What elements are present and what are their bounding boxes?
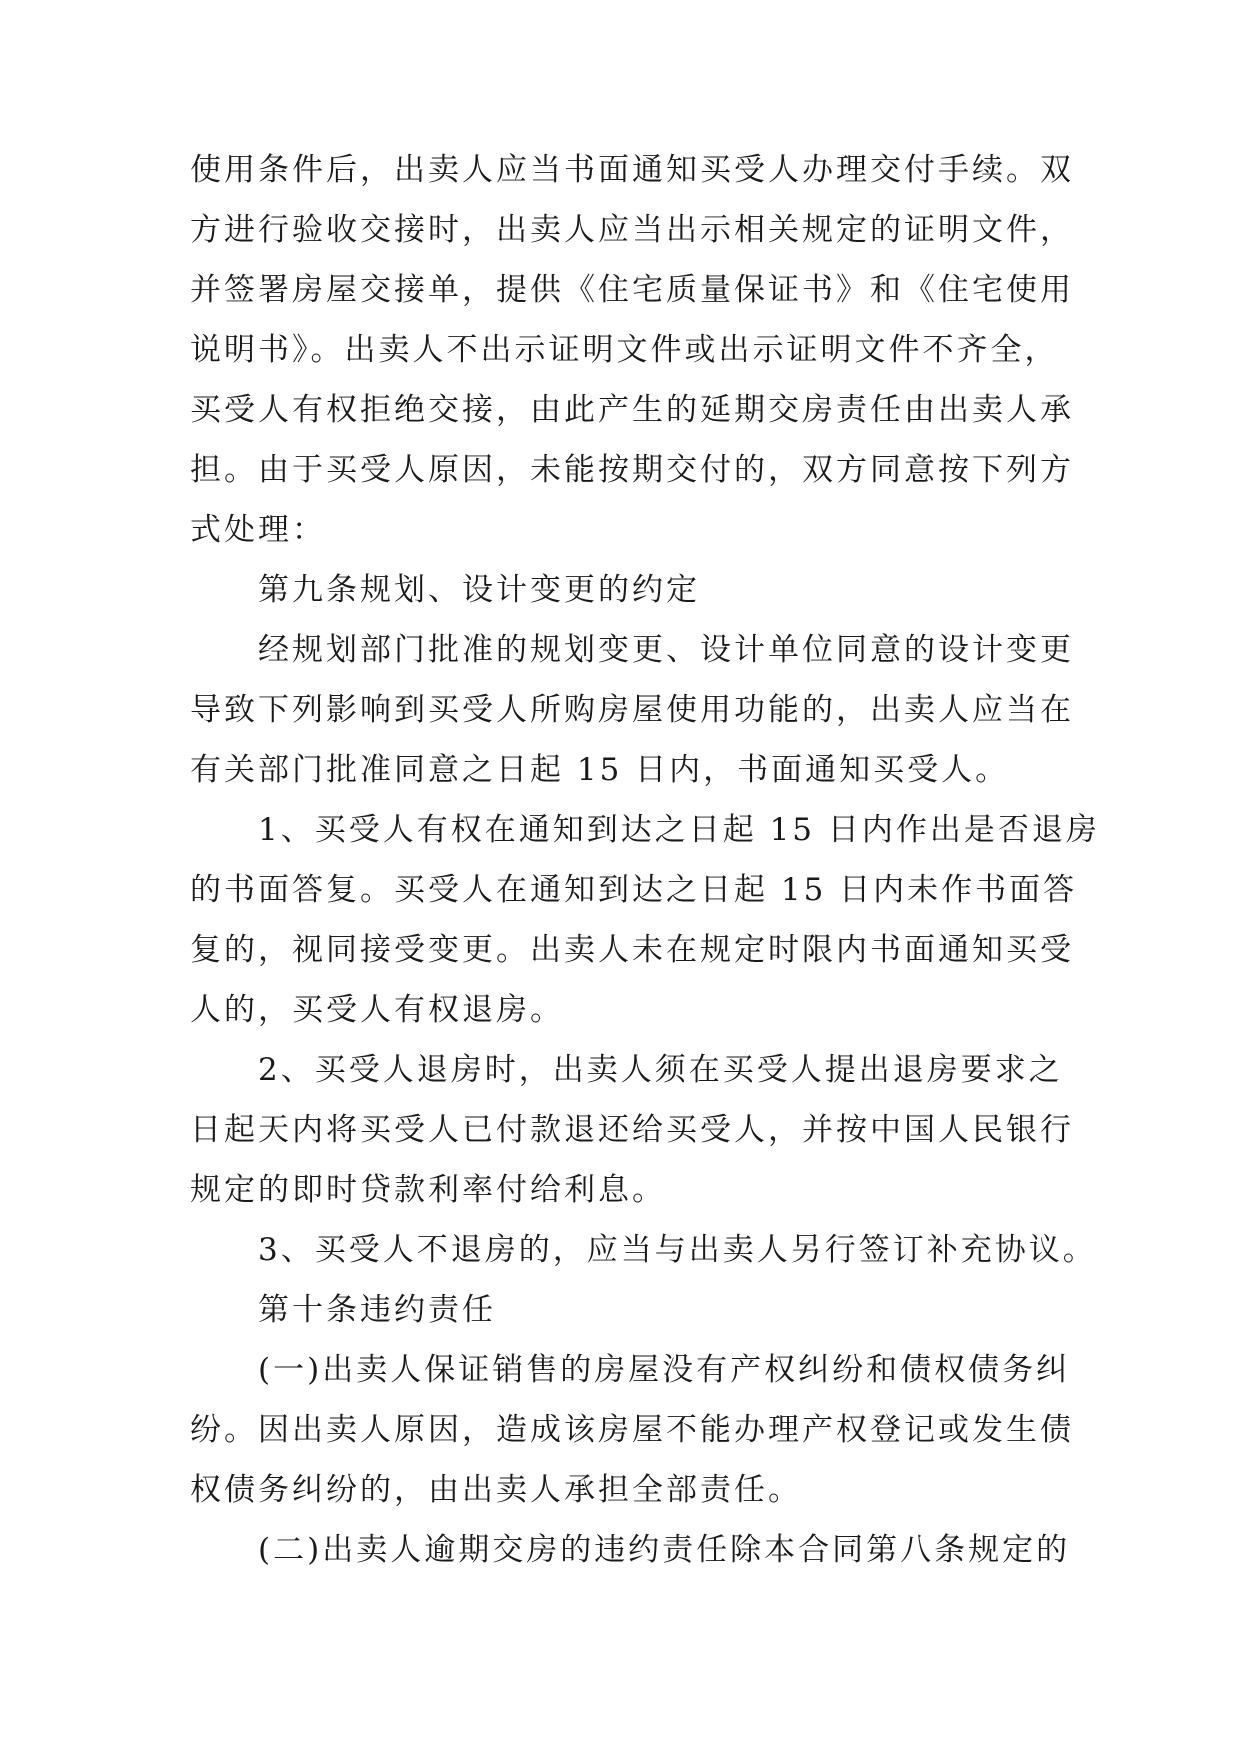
text-line: 式处理： bbox=[190, 512, 326, 548]
text-line: 导致下列影响到买受人所购房屋使用功能的，出卖人应当在 bbox=[190, 692, 1074, 728]
text-line: 使用条件后，出卖人应当书面通知买受人办理交付手续。双 bbox=[190, 152, 1074, 188]
text-line: 经规划部门批准的规划变更、设计单位同意的设计变更 bbox=[258, 632, 1074, 668]
text-line: 说明书》。出卖人不出示证明文件或出示证明文件不齐全， bbox=[190, 332, 1059, 368]
text-line: 方进行验收交接时，出卖人应当出示相关规定的证明文件， bbox=[190, 212, 1074, 248]
text-line: (一)出卖人保证销售的房屋没有产权纠纷和债权债务纠 bbox=[258, 1352, 1071, 1388]
text-line: 有关部门批准同意之日起 15 日内，书面通知买受人。 bbox=[190, 752, 1010, 788]
text-line: 纷。因出卖人原因，造成该房屋不能办理产权登记或发生债 bbox=[190, 1412, 1074, 1448]
text-line: (二)出卖人逾期交房的违约责任除本合同第八条规定的 bbox=[258, 1532, 1071, 1568]
text-line: 担。由于买受人原因，未能按期交付的，双方同意按下列方 bbox=[190, 452, 1074, 488]
text-line: 规定的即时贷款利率付给利息。 bbox=[190, 1172, 666, 1208]
section-heading: 第九条规划、设计变更的约定 bbox=[258, 572, 700, 608]
text-line: 权债务纠纷的，由出卖人承担全部责任。 bbox=[190, 1472, 802, 1508]
text-line: 1、买受人有权在通知到达之日起 15 日内作出是否退房 bbox=[258, 812, 1100, 848]
text-line: 人的，买受人有权退房。 bbox=[190, 992, 564, 1028]
text-line: 并签署房屋交接单，提供《住宅质量保证书》和《住宅使用 bbox=[190, 272, 1074, 308]
section-heading: 第十条违约责任 bbox=[258, 1292, 496, 1328]
text-line: 日起天内将买受人已付款退还给买受人，并按中国人民银行 bbox=[190, 1112, 1074, 1148]
text-line: 复的，视同接受变更。出卖人未在规定时限内书面通知买受 bbox=[190, 932, 1074, 968]
text-line: 3、买受人不退房的，应当与出卖人另行签订补充协议。 bbox=[258, 1232, 1097, 1268]
text-line: 的书面答复。买受人在通知到达之日起 15 日内未作书面答 bbox=[190, 872, 1078, 908]
text-line: 2、买受人退房时，出卖人须在买受人提出退房要求之 bbox=[258, 1052, 1063, 1088]
text-line: 买受人有权拒绝交接，由此产生的延期交房责任由出卖人承 bbox=[190, 392, 1074, 428]
